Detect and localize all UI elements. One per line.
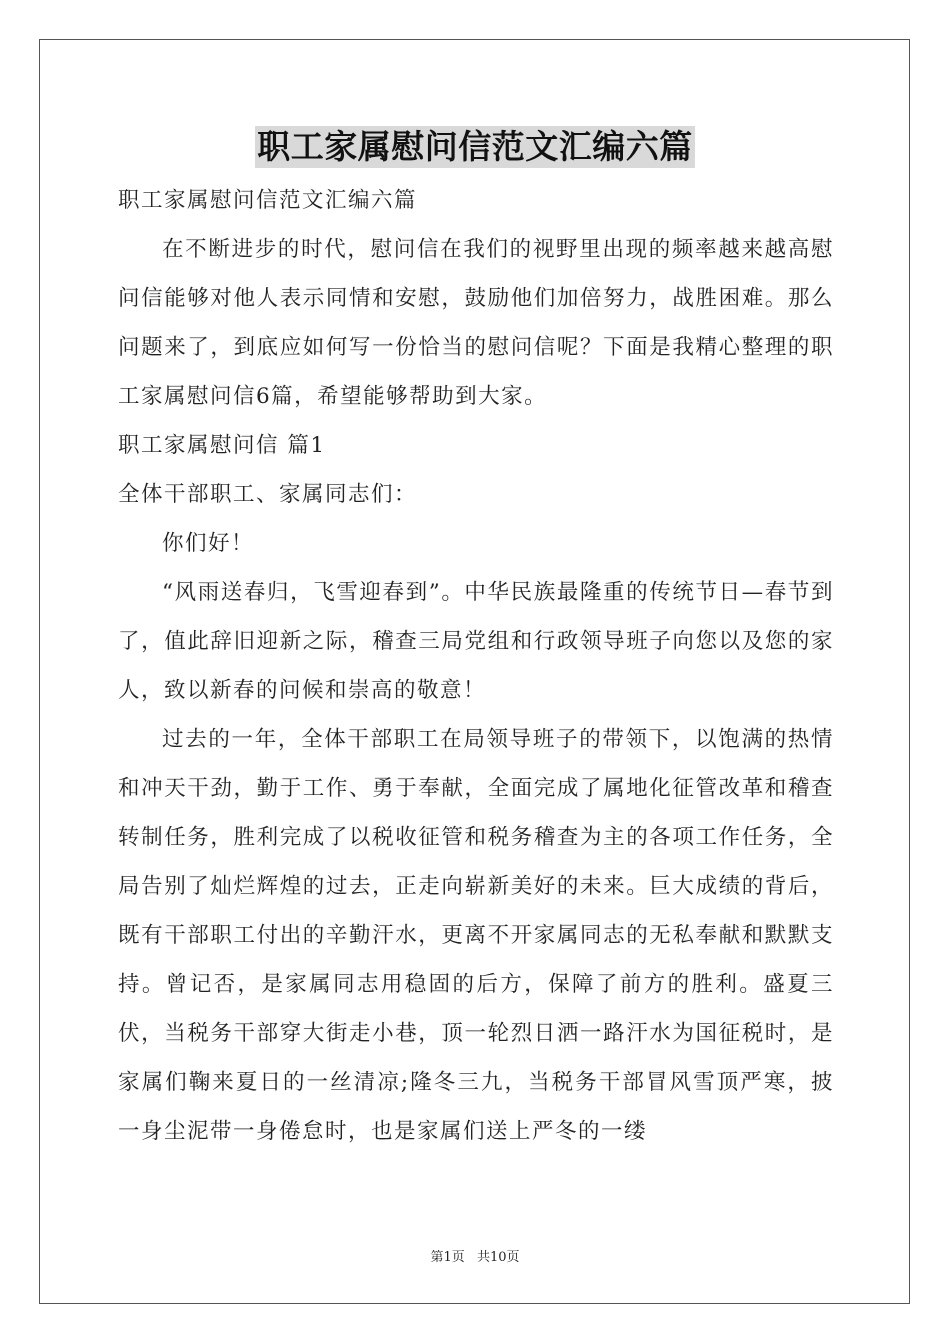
title-container (0, 126, 950, 168)
paragraph: 过去的一年，全体干部职工在局领导班子的带领下，以饱满的热情和冲天干劲，勤于工作、勇于奉献，全面完成了属地化征管改革和稽查转制任务，胜利完成了以税收征管和税务稽查为主的各项工作任务，全局告别了灿烂辉煌的过去，正走向崭新美好的未来。巨大成绩的背后，既有干部职工付出的辛勤汗水，更离不开家属同志的无私奉献和默默支持。曾记否，是家属同志用稳固的后方，保障了前方的胜利。盛夏三伏，当税务干部穿大街走小巷，顶一轮烈日洒一路汗水为国征税时，是家属们鞠来夏日的一丝清凉;隆冬三九，当税务干部冒风雪顶严寒，披一身尘泥带一身倦怠时，也是家属们送上严冬的一缕 (118, 727, 834, 1144)
page-footer (0, 1246, 950, 1265)
greeting: 你们好！ (162, 531, 255, 556)
document-body (118, 176, 834, 1156)
page-number: 第1页 (430, 1250, 465, 1265)
paragraph: “风雨送春归，飞雪迎春到”。中华民族最隆重的传统节日—春节到了，值此辞旧迎新之际，稽查三局党组和行政领导班子向您以及您的家人，致以新春的问候和崇高的敬意！ (118, 580, 834, 703)
section-heading: 职工家属慰问信 篇1 (118, 433, 326, 458)
page-total: 共10页 (476, 1250, 520, 1265)
document-title: 职工家属慰问信范文汇编六篇 (257, 127, 693, 166)
paragraph: 职工家属慰问信范文汇编六篇 (118, 188, 418, 213)
paragraph: 在不断进步的时代，慰问信在我们的视野里出现的频率越来越高慰问信能够对他人表示同情和安慰，鼓励他们加倍努力，战胜困难。那么问题来了，到底应如何写一份恰当的慰问信呢？下面是我精心整理的职工家属慰问信6篇，希望能够帮助到大家。 (118, 237, 834, 409)
salutation: 全体干部职工、家属同志们： (118, 482, 418, 507)
